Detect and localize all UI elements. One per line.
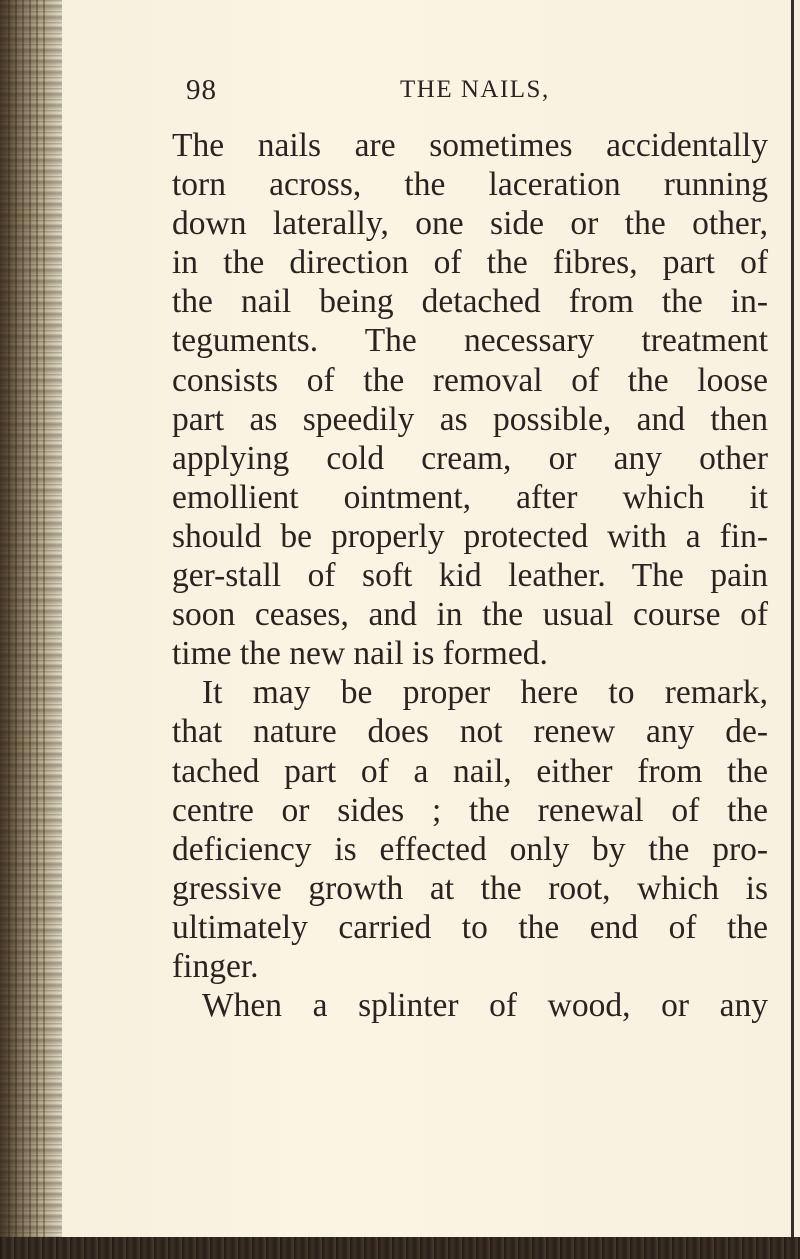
binding-streaks	[8, 0, 48, 1259]
text-line: The nails are sometimes accidentally	[172, 127, 768, 164]
text-line: torn across, the laceration running	[172, 166, 768, 204]
text-line: in the direction of the fibres, part of	[172, 244, 768, 282]
text-line: ger-stall of soft kid leather. The pain	[172, 557, 768, 595]
body-text	[172, 126, 768, 1025]
text-line: down laterally, one side or the other,	[172, 205, 768, 243]
paragraph-start-line: It may be proper here to remark,	[202, 674, 768, 712]
text-line: deficiency is effected only by the pro-	[172, 830, 768, 868]
text-line: ultimately carried to the end of the	[172, 908, 768, 946]
paragraph-end-line: time the new nail is formed.	[172, 635, 548, 673]
text-line: centre or sides ; the renewal of the	[172, 791, 768, 829]
page-number: 98	[186, 74, 217, 106]
text-line: teguments. The necessary treatment	[172, 322, 768, 360]
paragraph-start-line: When a splinter of wood, or any	[202, 987, 768, 1025]
text-line: that nature does not renew any de-	[172, 713, 768, 751]
text-line: the nail being detached from the in-	[172, 283, 768, 321]
text-line: applying cold cream, or any other	[172, 439, 768, 477]
text-line: gressive growth at the root, which is	[172, 869, 768, 907]
page-right-edge	[791, 0, 794, 1259]
page-bottom-edge	[0, 1237, 800, 1259]
paragraph-end-line: finger.	[172, 947, 259, 985]
text-line: emollient ointment, after which it	[172, 478, 768, 516]
page-header	[186, 74, 746, 114]
text-line: part as speedily as possible, and then	[172, 400, 768, 438]
text-line: soon ceases, and in the usual course of	[172, 596, 768, 634]
text-line: consists of the removal of the loose	[172, 361, 768, 399]
running-title: THE NAILS,	[400, 76, 550, 103]
text-line: should be properly protected with a fin-	[172, 517, 768, 555]
text-line: tached part of a nail, either from the	[172, 752, 768, 790]
